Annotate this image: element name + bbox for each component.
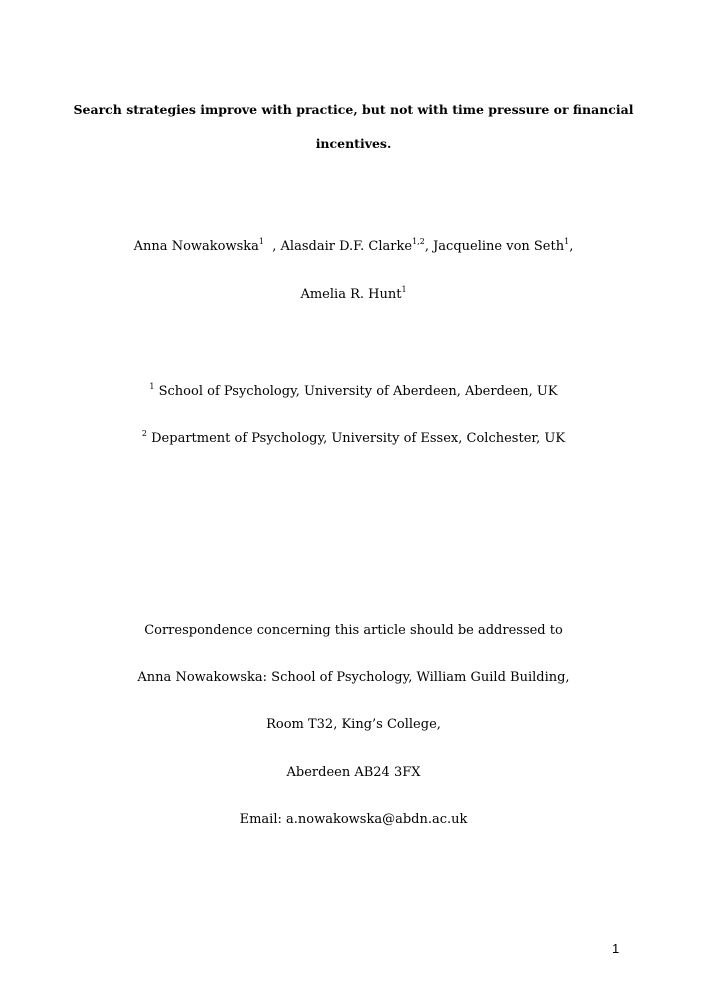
author-line-2 — [0, 284, 707, 303]
title-line-2: incentives. — [315, 136, 392, 151]
correspondence-address-line-2: Room T32, King’s College, — [266, 717, 441, 732]
author-name: Anna Nowakowska — [133, 239, 259, 254]
correspondence-address-line-1: Anna Nowakowska: School of Psychology, William Guild Building, — [137, 670, 570, 685]
author-name: Alasdair D.F. Clarke — [280, 239, 413, 254]
author-separator: , — [569, 239, 574, 254]
affiliation-marker: 2 — [141, 428, 147, 438]
author-affiliation-marker: 1 — [401, 284, 407, 294]
correspondence-intro: Correspondence concerning this article should be addressed to — [144, 623, 563, 638]
author-affiliation-marker: 1 — [258, 236, 264, 246]
affiliation-text: School of Psychology, University of Aberdeen, Aberdeen, UK — [158, 384, 558, 399]
title-line-1: Search strategies improve with practice, but not with time pressure or financial — [73, 102, 634, 117]
author-affiliation-marker: 1,2 — [412, 236, 425, 246]
author-line-1 — [0, 236, 707, 255]
affiliation-line-1 — [0, 381, 707, 400]
correspondence-address-line-3: Aberdeen AB24 3FX — [286, 765, 421, 780]
page-number: 1 — [612, 941, 620, 956]
affiliation-marker: 1 — [149, 381, 155, 391]
author-separator: , — [424, 239, 434, 254]
author-name: Jacqueline von Seth — [433, 239, 565, 254]
affiliation-line-2 — [0, 428, 707, 447]
author-affiliation-marker: 1 — [564, 236, 570, 246]
author-name: Amelia R. Hunt — [300, 287, 402, 302]
author-separator: , — [264, 239, 281, 254]
affiliation-text: Department of Psychology, University of Essex, Colchester, UK — [151, 431, 566, 446]
correspondence-email: Email: a.nowakowska@abdn.ac.uk — [239, 812, 468, 827]
